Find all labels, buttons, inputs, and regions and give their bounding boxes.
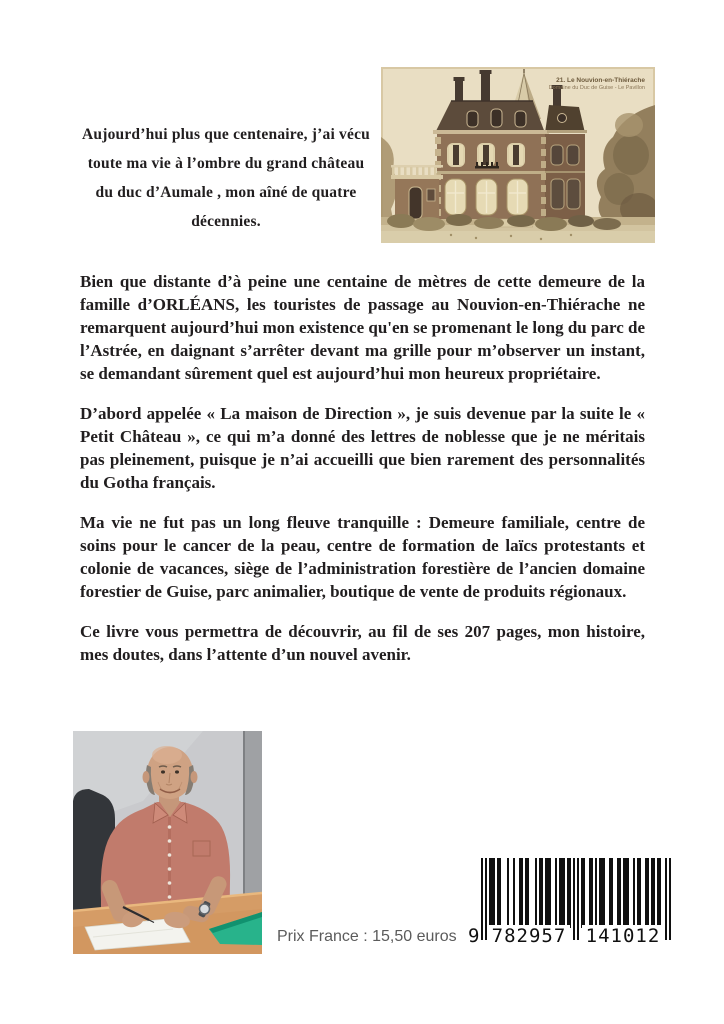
intro-quote — [58, 120, 394, 236]
isbn-group1: 782957 — [488, 925, 570, 949]
chateau-illustration — [381, 67, 655, 243]
isbn-prefix: 9 — [468, 925, 480, 947]
paragraph-2: D’abord appelée « La maison de Direction », je suis devenue par la suite le « Petit Château », ce qui m’a donné des lettres de noblesse que je ne méritais pas pleinement, puisque je n’ai accueilli que bien rarement des personnalités du Gotha français. — [80, 404, 645, 492]
pavilion — [391, 165, 443, 219]
isbn-group2: 141012 — [582, 925, 664, 949]
intro-line: Aujourd’hui plus que centenaire, j’ai vécu — [82, 126, 370, 143]
postcard-caption-line1: 21. Le Nouvion-en-Thiérache — [556, 77, 645, 84]
postcard-caption-line2: Domaine du Duc de Guise - Le Pavillon — [548, 85, 645, 92]
chateau-postcard-photo — [381, 67, 655, 243]
main-roof — [435, 101, 545, 133]
paragraph-3: Ma vie ne fut pas un long fleuve tranquille : Demeure familiale, centre de soins pour le cancer de la peau, centre de formation de laïcs protestants et colonie de vacances, siège de l’administration forestière de l’ancien domaine forestier de Guise, parc animalier, boutique de vente de produits régionaux. — [80, 513, 645, 601]
postcard-caption — [381, 76, 645, 93]
author-portrait-illustration — [73, 731, 262, 954]
paragraph-1: Bien que distante d’à peine une centaine de mètres de cette demeure de la famille d’ORLÉANS, les touristes de passage au Nouvion-en-Thiérache ne remarquent aujourd’hui mon existence qu'en se promenant le long du parc de l’Astrée, en daignant s’arrêter devant ma grille pour m’observer un instant, se demandant sûrement quel est aujourd’hui mon heureux propriétaire. — [80, 272, 645, 383]
author-photo — [73, 731, 262, 954]
intro-line: décennies. — [191, 213, 261, 230]
back-cover-text — [80, 270, 645, 683]
intro-line: toute ma vie à l’ombre du grand château — [87, 155, 365, 172]
ground-windows — [445, 179, 528, 215]
isbn-barcode — [468, 858, 674, 952]
paragraph-4: Ce livre vous permettra de découvrir, au fil de ses 207 pages, mon histoire, mes doutes, dans l’attente d’un nouvel avenir. — [80, 622, 645, 664]
intro-line: du duc d’Aumale , mon aîné de quatre — [95, 184, 357, 201]
price-label: Prix France : 15,50 euros — [277, 928, 457, 945]
